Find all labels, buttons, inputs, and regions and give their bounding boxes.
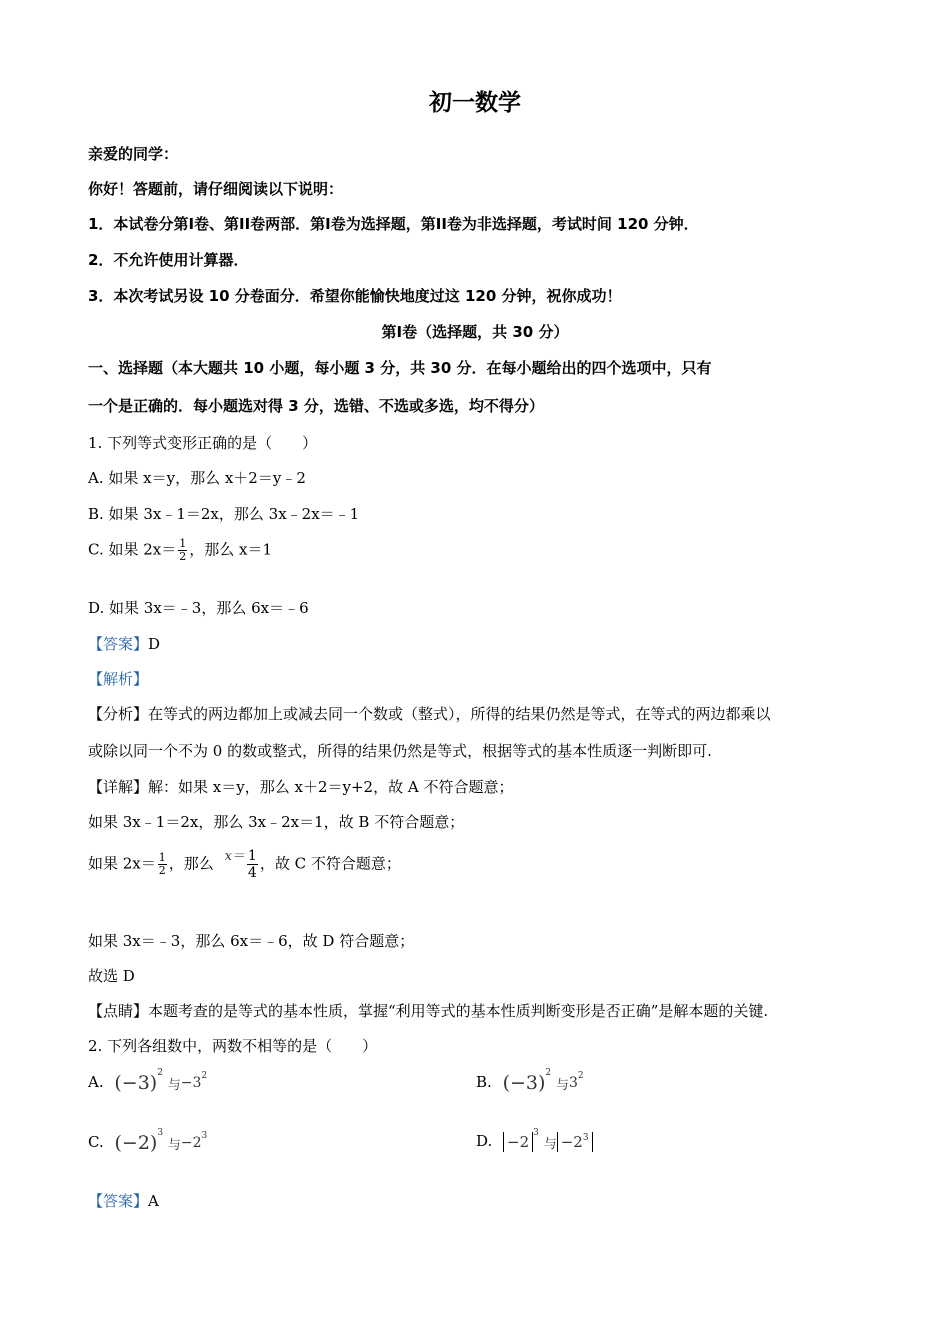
rule-2: 2．不允许使用计算器． xyxy=(88,251,249,269)
q1-option-c-pre: C. 如果 2x＝ xyxy=(88,540,177,559)
q2-d-abs1 xyxy=(503,1132,533,1152)
q2-a-base: (−3) xyxy=(114,1072,158,1094)
q1-answer xyxy=(88,633,160,654)
q2-c-mid: 与 xyxy=(167,1137,181,1153)
q2-a-exp2: 2 xyxy=(201,1071,208,1081)
q2-b-exp2: 2 xyxy=(577,1071,584,1081)
rule-3: 3．本次考试另设 10 分卷面分．希望你能愉快地度过这 120 分钟，祝你成功！ xyxy=(88,287,622,305)
q2-c-exp: 3 xyxy=(157,1128,164,1138)
fraction-denominator: 4 xyxy=(247,865,257,881)
q2-a-base2: −3 xyxy=(180,1075,202,1091)
q2-c-base: (−2) xyxy=(114,1132,158,1154)
answer-value: A xyxy=(148,1192,159,1210)
xj3-fraction-quarter xyxy=(247,848,258,881)
q2-c-label: C. xyxy=(88,1133,104,1151)
q2-d-label: D. xyxy=(476,1132,493,1150)
dianjing-text: 本题考查的是等式的基本性质，掌握“利用等式的基本性质判断变形是否正确”是解本题的关键. xyxy=(148,1002,769,1020)
xiangjie-text1: 解：如果 x＝y，那么 x＋2＝y+2，故 A 不符合题意； xyxy=(148,778,514,796)
q2-b-mid: 与 xyxy=(555,1077,569,1093)
q1-stem: 1. 下列等式变形正确的是（ ） xyxy=(88,434,318,452)
hello-line: 你好！答题前，请仔细阅读以下说明： xyxy=(88,180,344,198)
fraction-numerator: 1 xyxy=(247,848,257,864)
q1-option-c-fraction xyxy=(178,538,187,563)
xiangjie-line3 xyxy=(88,848,401,881)
q2-d-base2: −2 xyxy=(560,1133,583,1151)
q2-b-exp: 2 xyxy=(545,1068,552,1078)
q2-c-exp2: 3 xyxy=(201,1131,208,1141)
xiangjie-line5: 故选 D xyxy=(88,967,135,985)
fenxi-tag: 【分析】 xyxy=(88,705,149,723)
answer-tag: 【答案】 xyxy=(88,1192,149,1210)
xiangjie-line1 xyxy=(88,776,513,797)
dianjing-tag: 【点睛】 xyxy=(88,1002,149,1020)
greeting: 亲爱的同学： xyxy=(88,145,179,163)
fenxi-line2: 或除以同一个不为 0 的数或整式，所得的结果仍然是等式，根据等式的基本性质逐一判断即可. xyxy=(88,742,712,760)
answer-tag: 【答案】 xyxy=(88,635,149,653)
q2-c-base2: −2 xyxy=(180,1135,202,1151)
fraction-numerator: 1 xyxy=(158,851,166,864)
fraction-denominator: 2 xyxy=(179,550,187,563)
fraction-numerator: 1 xyxy=(179,537,187,550)
fenxi-text1: 在等式的两边都加上或减去同一个数或（整式），所得的结果仍然是等式，在等式的两边都乘以 xyxy=(148,705,771,723)
q2-option-a xyxy=(88,1068,208,1094)
q2-d-mid: 与 xyxy=(543,1136,557,1152)
q2-b-base: (−3) xyxy=(502,1072,546,1094)
q2-d-exp: 3 xyxy=(533,1128,539,1138)
q2-d-base: −2 xyxy=(507,1133,530,1151)
section1-line2: 一个是正确的．每小题选对得 3 分，选错、不选或多选，均不得分） xyxy=(88,397,544,415)
xj3-pre: 如果 2x＝ xyxy=(88,854,156,873)
xj3-x: x＝ xyxy=(224,849,245,864)
q2-stem: 2. 下列各组数中，两数不相等的是（ ） xyxy=(88,1037,378,1055)
q2-a-exp: 2 xyxy=(157,1068,163,1078)
q2-d-abs2 xyxy=(557,1132,593,1152)
xj3-post: ，故 C 不符合题意； xyxy=(259,854,401,873)
xiangjie-line4: 如果 3x＝﹣3，那么 6x＝﹣6，故 D 符合题意； xyxy=(88,932,415,950)
q2-option-b xyxy=(476,1068,584,1094)
xj3-fraction-half xyxy=(158,852,167,877)
q2-option-d xyxy=(476,1128,593,1152)
answer-value: D xyxy=(148,635,161,653)
q2-option-c xyxy=(88,1128,208,1154)
q2-answer xyxy=(88,1190,159,1211)
section1-line1: 一、选择题（本大题共 10 小题，每小题 3 分，共 30 分．在每小题给出的四个选项中，只有 xyxy=(88,359,712,377)
q1-option-c xyxy=(88,538,272,563)
q2-b-base2: 3 xyxy=(568,1075,578,1091)
q2-a-mid: 与 xyxy=(167,1077,181,1093)
analysis-tag: 【解析】 xyxy=(88,670,149,688)
xiangjie-line2: 如果 3x﹣1＝2x，那么 3x﹣2x＝1，故 B 不符合题意； xyxy=(88,813,465,831)
q1-option-d: D. 如果 3x＝﹣3，那么 6x＝﹣6 xyxy=(88,599,309,617)
fenxi-line1 xyxy=(88,703,771,724)
rule-1: 1．本试卷分第I卷、第II卷两部．第I卷为选择题，第II卷为非选择题，考试时间 120 分钟． xyxy=(88,215,699,233)
q2-a-label: A. xyxy=(88,1073,104,1091)
q1-option-a: A. 如果 x＝y，那么 x＋2＝y﹣2 xyxy=(88,469,306,487)
q2-b-label: B. xyxy=(476,1073,492,1091)
part1-title: 第I卷（选择题，共 30 分） xyxy=(381,323,569,341)
fraction-denominator: 2 xyxy=(158,864,166,877)
xj3-mid: ，那么 xyxy=(168,854,214,873)
q2-d-exp2: 3 xyxy=(582,1133,589,1143)
page-title: 初一数学 xyxy=(429,90,521,116)
q1-option-c-post: ，那么 x＝1 xyxy=(189,540,273,559)
dianjing-line xyxy=(88,1000,768,1021)
xiangjie-tag: 【详解】 xyxy=(88,778,149,796)
q1-option-b: B. 如果 3x﹣1＝2x，那么 3x﹣2x＝﹣1 xyxy=(88,505,360,523)
